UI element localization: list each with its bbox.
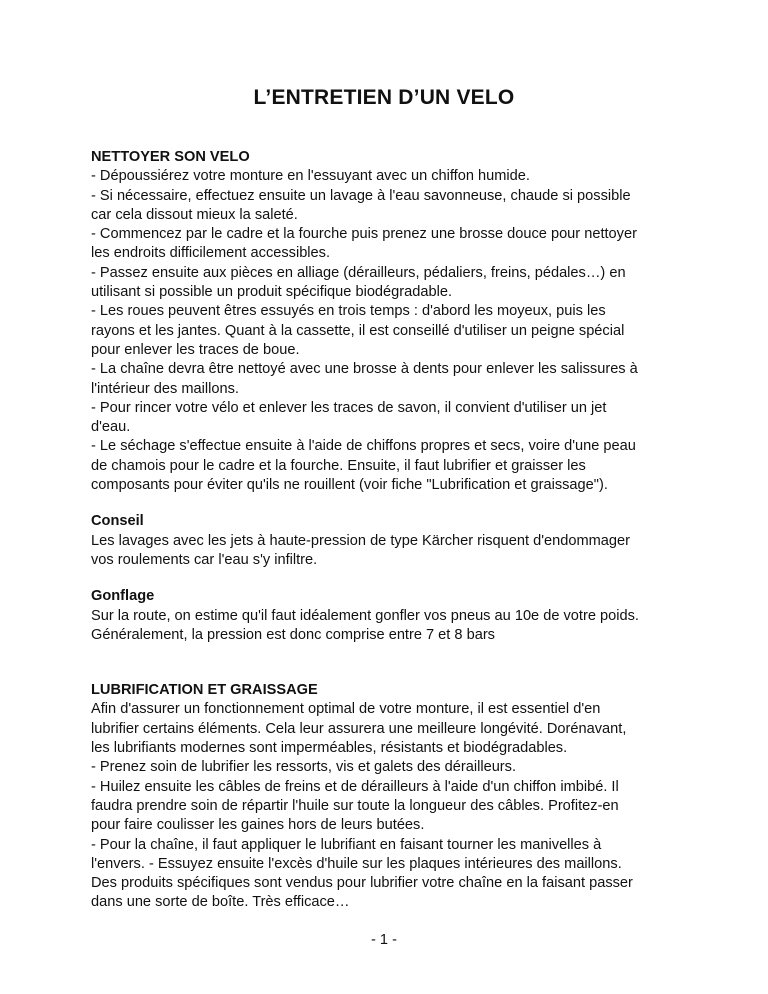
spacer xyxy=(91,570,691,587)
text-line: Les lavages avec les jets à haute-pression de type Kärcher risquent d'endommager xyxy=(91,532,631,549)
page-number: - 1 - xyxy=(371,932,397,948)
spacer xyxy=(91,645,691,681)
text-line: car cela dissout mieux la saleté. xyxy=(91,206,298,223)
text-line: lubrifier certains éléments. Cela leur assurera une meilleure longévité. Dorénavant, xyxy=(91,720,627,737)
text-line: rayons et les jantes. Quant à la cassette, il est conseillé d'utiliser un peigne spécial xyxy=(91,322,625,339)
text-line: - La chaîne devra être nettoyé avec une brosse à dents pour enlever les salissures à xyxy=(91,361,638,378)
text-line: - Commencez par le cadre et la fourche puis prenez une brosse douce pour nettoyer xyxy=(91,226,637,243)
text-line: vos roulements car l'eau s'y infiltre. xyxy=(91,551,318,568)
text-line: utilisant si possible un produit spécifique biodégradable. xyxy=(91,284,453,301)
text-line: - Huilez ensuite les câbles de freins et de dérailleurs à l'aide d'un chiffon imbibé. Il xyxy=(91,778,619,795)
text-line: l'envers. - Essuyez ensuite l'excès d'huile sur les plaques intérieures des maillons. xyxy=(91,855,622,872)
text-line: - Pour la chaîne, il faut appliquer le lubrifiant en faisant tourner les manivelles à xyxy=(91,836,602,853)
text-line: - Le séchage s'effectue ensuite à l'aide de chiffons propres et secs, voire d'une peau xyxy=(91,438,636,455)
page-title: L’ENTRETIEN D’UN VELO xyxy=(253,86,515,109)
spacer xyxy=(91,495,691,512)
text-line: l'intérieur des maillons. xyxy=(91,380,239,397)
section-heading: Gonflage xyxy=(91,588,155,605)
text-line: Des produits spécifiques sont vendus pour lubrifier votre chaîne en la faisant passer xyxy=(91,875,633,892)
text-line: faudra prendre soin de répartir l'huile sur toute la longueur des câbles. Profitez-en xyxy=(91,797,619,814)
section-heading: Conseil xyxy=(91,513,144,530)
text-line: - Les roues peuvent êtres essuyés en trois temps : d'abord les moyeux, puis les xyxy=(91,303,606,320)
section-heading: LUBRIFICATION ET GRAISSAGE xyxy=(91,682,318,699)
section-gonflage xyxy=(91,587,691,645)
section-nettoyer xyxy=(91,148,691,495)
text-line: - Si nécessaire, effectuez ensuite un lavage à l'eau savonneuse, chaude si possible xyxy=(91,187,631,204)
text-line: Sur la route, on estime qu'il faut idéalement gonfler vos pneus au 10e de votre poids. xyxy=(91,607,639,624)
section-lubrification xyxy=(91,681,691,913)
text-line: Généralement, la pression est donc comprise entre 7 et 8 bars xyxy=(91,626,495,643)
text-line: dans une sorte de boîte. Très efficace… xyxy=(91,894,350,911)
text-line: Afin d'assurer un fonctionnement optimal de votre monture, il est essentiel d'en xyxy=(91,701,601,718)
document-body xyxy=(91,148,691,913)
text-line: - Passez ensuite aux pièces en alliage (dérailleurs, pédaliers, freins, pédales…) en xyxy=(91,264,626,281)
text-line: les endroits difficilement accessibles. xyxy=(91,245,331,262)
section-conseil xyxy=(91,512,691,570)
text-line: - Dépoussiérez votre monture en l'essuyant avec un chiffon humide. xyxy=(91,168,530,185)
text-line: les lubrifiants modernes sont imperméables, résistants et biodégradables. xyxy=(91,740,568,757)
text-line: pour faire coulisser les gaines hors de leurs butées. xyxy=(91,817,425,834)
section-heading: NETTOYER SON VELO xyxy=(91,149,250,165)
text-line: pour enlever les traces de boue. xyxy=(91,341,300,358)
text-line: - Prenez soin de lubrifier les ressorts, vis et galets des dérailleurs. xyxy=(91,759,517,776)
text-line: d'eau. xyxy=(91,419,131,436)
text-line: de chamois pour le cadre et la fourche. Ensuite, il faut lubrifier et graisser les xyxy=(91,457,586,474)
text-line: - Pour rincer votre vélo et enlever les traces de savon, il convient d'utiliser un jet xyxy=(91,399,607,416)
text-line: composants pour éviter qu'ils ne rouillent (voir fiche "Lubrification et graissage"). xyxy=(91,477,608,494)
